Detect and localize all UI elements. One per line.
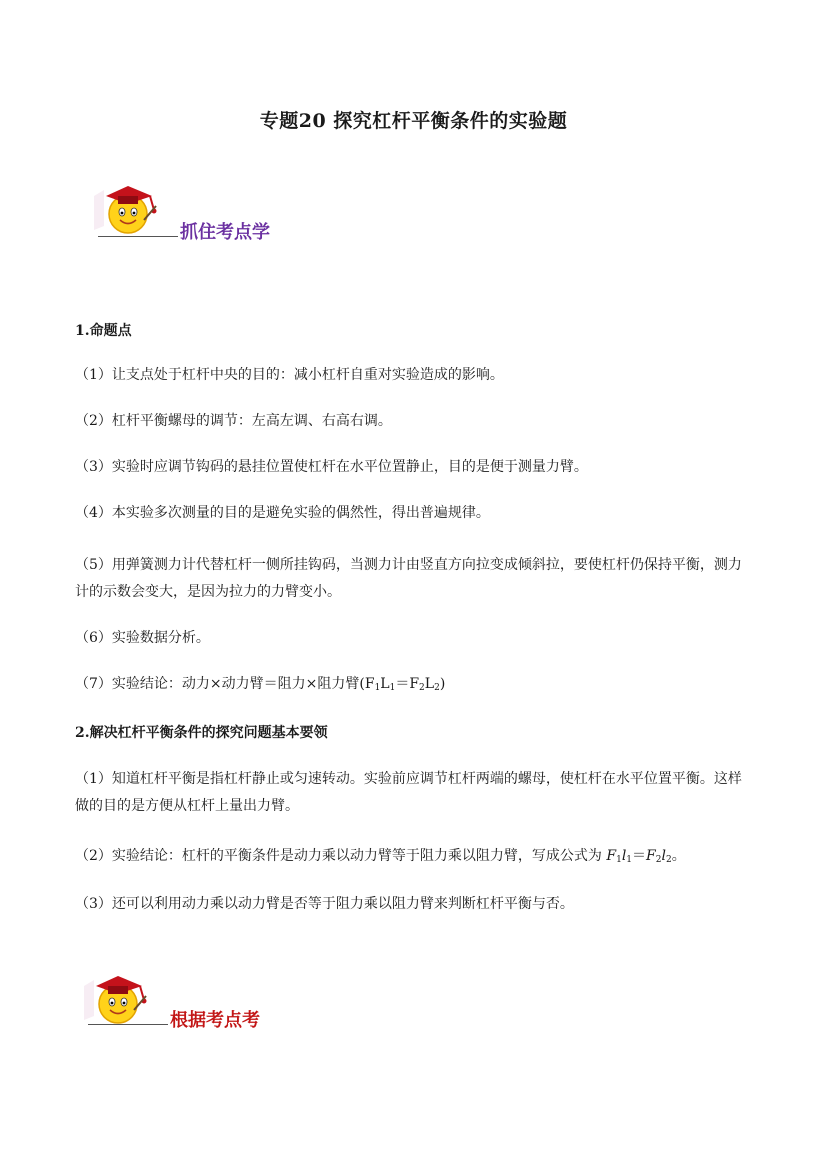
part1-heading: 1.命题点 <box>75 323 132 339</box>
part1-item-5: （5）用弹簧测力计代替杠杆一侧所挂钩码，当测力计由竖直方向拉变成倾斜拉，要使杠杆仍保持平衡，测力计的示数会变大，是因为拉力的力臂变小。 <box>75 557 742 600</box>
part1-item-1: （1）让支点处于杠杆中央的目的：减小杠杆自重对实验造成的影响。 <box>75 367 504 383</box>
section-label-exam: 根据考点考 <box>170 1010 260 1031</box>
part1-item-3: （3）实验时应调节钩码的悬挂位置使杠杆在水平位置静止，目的是便于测量力臂。 <box>75 459 588 475</box>
graduation-cap-smiley-icon <box>92 176 162 240</box>
section-header-exam <box>82 966 302 1046</box>
part1-item-2: （2）杠杆平衡螺母的调节：左高左调、右高右调。 <box>75 413 392 429</box>
part1-item-4: （4）本实验多次测量的目的是避免实验的偶然性，得出普遍规律。 <box>75 505 490 521</box>
section-header-grasp <box>92 176 312 256</box>
part2-heading: 2.解决杠杆平衡条件的探究问题基本要领 <box>75 725 328 741</box>
graduation-cap-smiley-icon <box>82 966 152 1030</box>
page-title: 专题20 探究杠杆平衡条件的实验题 <box>259 110 568 132</box>
part2-item-1: （1）知道杠杆平衡是指杠杆静止或匀速转动。实验前应调节杠杆两端的螺母，使杠杆在水平位置平衡。这样做的目的是方便从杠杆上量出力臂。 <box>75 771 742 814</box>
section-label-grasp: 抓住考点学 <box>180 222 270 243</box>
part1-item-7: （7）实验结论：动力×动力臂＝阻力×阻力臂$(F_1L_1=F_2L_2)$ <box>75 676 446 693</box>
part2-item-2: （2）实验结论：杠杆的平衡条件是动力乘以动力臂等于阻力乘以阻力臂，写成公式为 $F_1l_1=F_2l_2$。 <box>75 848 686 865</box>
part2-item-3: （3）还可以利用动力乘以动力臂是否等于阻力乘以阻力臂来判断杠杆平衡与否。 <box>75 896 574 912</box>
part1-item-6: （6）实验数据分析。 <box>75 630 210 646</box>
